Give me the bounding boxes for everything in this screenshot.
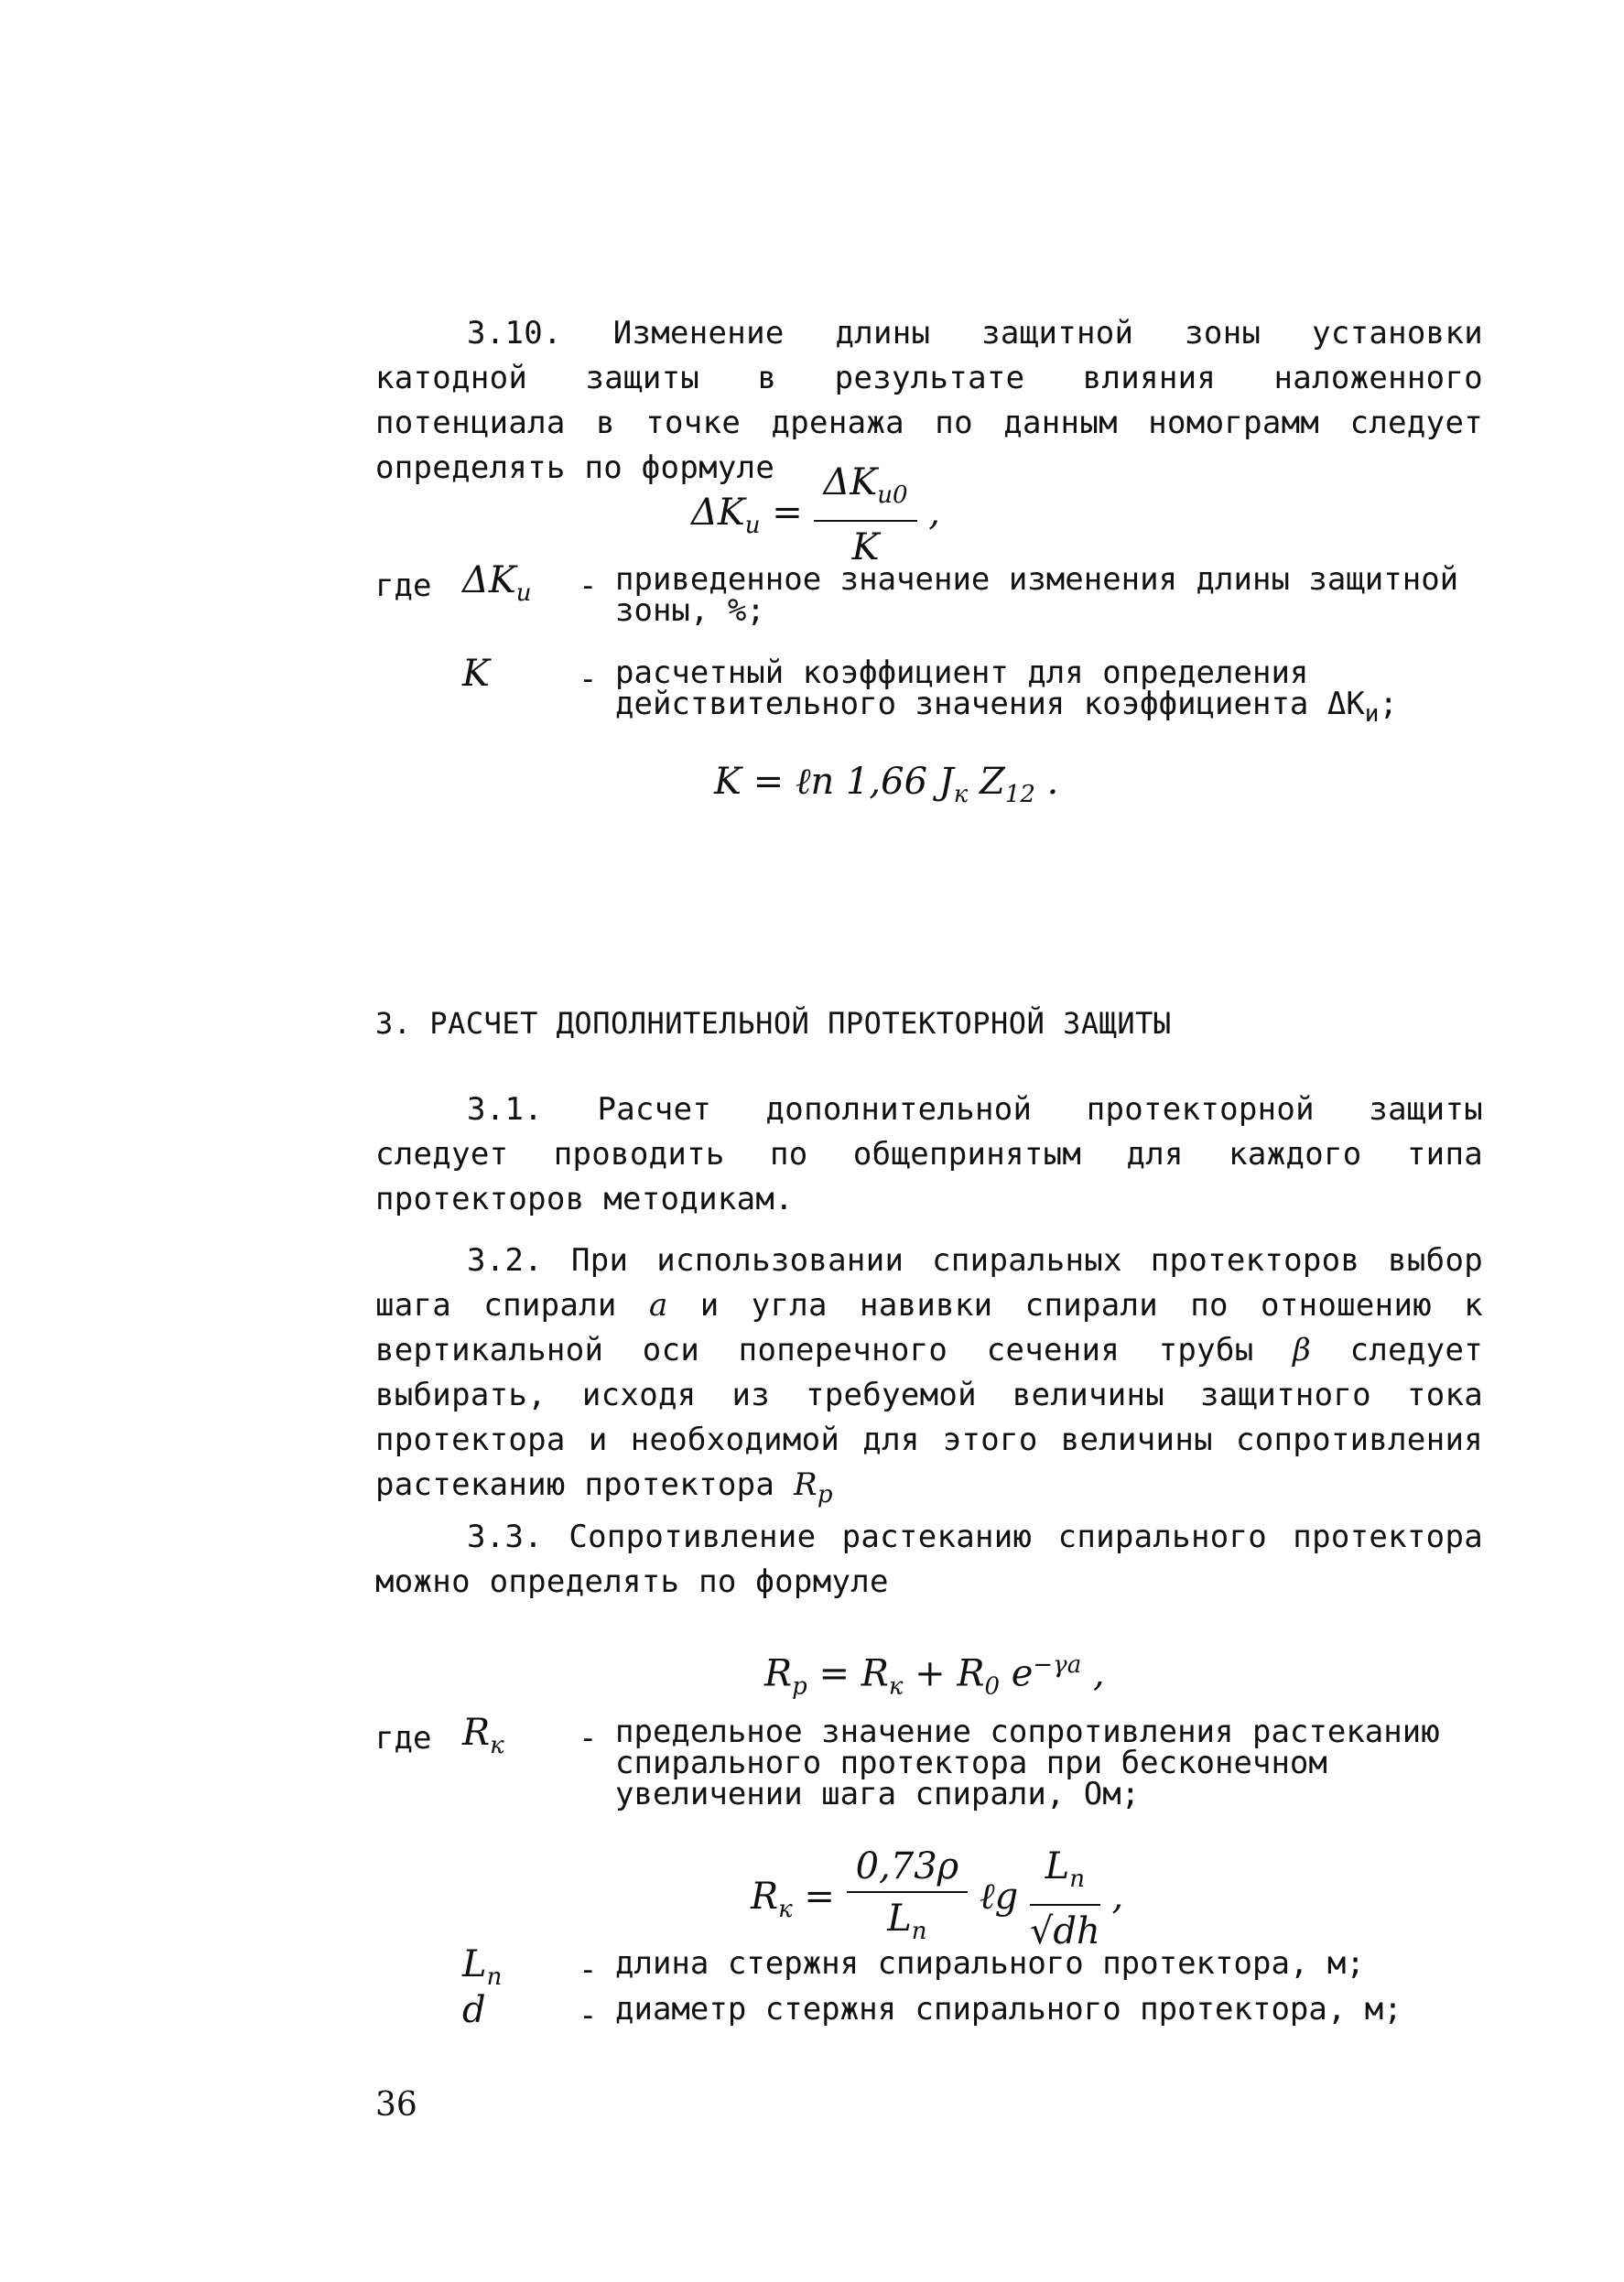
paragraph-3-2: 3.2. При использовании спиральных протекторов выбор шага спирали a и угла навивки спирали по отношению к вертикальной оси поперечного сечения трубы β следует выбирать, исходя из требуемой величины защитного тока протектора и необходимой для этого величины сопротивления растеканию протектора $R_р$ (375, 1242, 1483, 1509)
paragraph-3-1: 3.1. Расчет дополнительной протекторной защиты следует проводить по общепринятым для каждого типа протекторов методикам. (375, 1091, 1483, 1217)
document-page: 3.10. Изменение длины защитной зоны установки катодной защиты в результате влияния наложенного потенциала в точке дренажа по данным номограмм следует определять по формуле $\Delta K_и$ = $\frac{\Delta K_{и0}}{K}$ , где $\Delta K_и$ - приведенное значение изменения длины защитной зоны, %; K - расчетный коэффициент для определения действительного значения коэффициента $\Delta K_и$; K = ℓn 1,66 $J_к$ $Z_{12}$ . 3. РАСЧЕТ ДОПОЛНИТЕЛЬНОЙ ПРОТЕКТОРНОЙ ЗАЩИТЫ 3.1. Расчет дополнительной протекторной защиты следует проводить по общепринятым для каждого типа протекторов методикам. 3.2. При использовании спиральных протекторов выбор шага спирали a и угла навивки спирали по отношению к вертикальной оси поперечного сечения трубы β следует выбирать, исходя из требуемой величины защитного тока протектора и необходимой для этого величины сопротивления растеканию протектора $R_р$ 3.3. Сопротивление растеканию спирального протектора можно определять по формуле $R_р = R_к + R_0$ $e^{-\gamma a}$ , где $R_к$ - предельное значение сопротивления растеканию спирального протектора при бесконечном увеличении шага спирали, Ом; $R_к$ = $\frac{0,73\rho}{L_п}$ ℓg $\frac{L_п}{√dh}$ , $L_п$ - длина стержня спирального протектора, м; d - диаметр стержня спирального протектора, м; 36 (0, 0, 1624, 2282)
section-heading: 3. РАСЧЕТ ДОПОЛНИТЕЛЬНОЙ ПРОТЕКТОРНОЙ ЗАЩИТЫ (375, 1006, 1172, 1041)
symbol: $\Delta K_и$ (462, 559, 532, 607)
page-number: 36 (375, 2086, 417, 2124)
formula-delta-k: $\Delta K_и$ = $\frac{\Delta K_{и0}}{K}$ , (691, 461, 940, 568)
paragraph-3-3: 3.3. Сопротивление растеканию спирального протектора можно определять по формуле (375, 1519, 1483, 1600)
formula-rp: $R_р = R_к + R_0$ $e^{-\gamma a}$ , (764, 1651, 1105, 1701)
fraction: $\frac{\Delta K_{и0}}{K}$ (814, 460, 916, 570)
paragraph-3-10: 3.10. Изменение длины защитной зоны установки катодной защиты в результате влияния наложенного потенциала в точке дренажа по данным номограмм следует определять по формуле (375, 315, 1483, 486)
formula-rk: $R_к$ = $\frac{0,73\rho}{L_п}$ ℓg $\frac{L_п}{√dh}$ , (751, 1845, 1124, 1952)
formula-k: K = ℓn 1,66 $J_к$ $Z_{12}$ . (714, 761, 1059, 808)
